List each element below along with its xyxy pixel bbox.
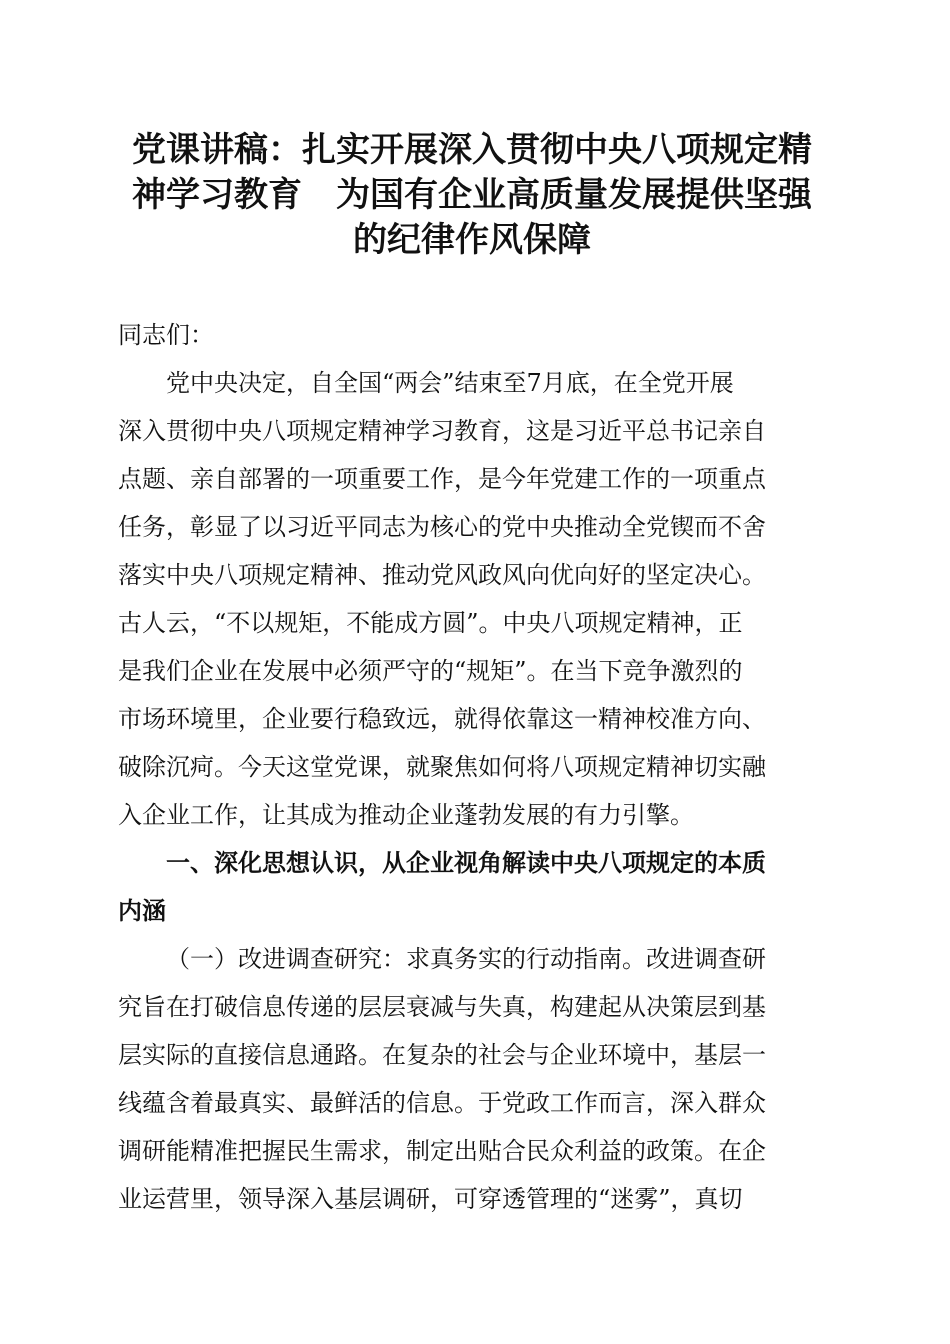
heading-line: 内涵 xyxy=(118,897,166,925)
text-line: 线蕴含着最真实、最鲜活的信息。于党政工作而言，深入群众 xyxy=(118,1089,766,1117)
text-line: 古人云，“不以规矩，不能成方圆”。中央八项规定精神，正 xyxy=(118,609,743,637)
title-line: 党课讲稿：扎实开展深入贯彻中央八项规定精 xyxy=(132,130,812,170)
text-line: 党中央决定，自全国“两会”结束至7月底，在全党开展 xyxy=(166,369,734,397)
salutation: 同志们： xyxy=(118,321,214,349)
text-line: 任务，彰显了以习近平同志为核心的党中央推动全党锲而不舍 xyxy=(118,513,766,541)
text-line: 是我们企业在发展中必须严守的“规矩”。在当下竞争激烈的 xyxy=(118,657,743,685)
section-heading-1 xyxy=(118,839,826,935)
title-line: 的纪律作风保障 xyxy=(353,220,591,260)
subsection-paragraph-1 xyxy=(118,935,826,1223)
title-line: 神学习教育 为国有企业高质量发展提供坚强 xyxy=(132,175,812,215)
document-page xyxy=(118,128,826,1223)
heading-line: 一、深化思想认识，从企业视角解读中央八项规定的本质 xyxy=(166,849,766,877)
text-line: 层实际的直接信息通路。在复杂的社会与企业环境中，基层一 xyxy=(118,1041,766,1069)
text-line: （一）改进调查研究：求真务实的行动指南。改进调查研 xyxy=(166,945,766,973)
text-line: 破除沉疴。今天这堂党课，就聚焦如何将八项规定精神切实融 xyxy=(118,753,766,781)
text-line: 究旨在打破信息传递的层层衰减与失真，构建起从决策层到基 xyxy=(118,993,766,1021)
text-line: 深入贯彻中央八项规定精神学习教育，这是习近平总书记亲自 xyxy=(118,417,766,445)
text-line: 市场环境里，企业要行稳致远，就得依靠这一精神校准方向、 xyxy=(118,705,766,733)
text-line: 落实中央八项规定精神、推动党风政风向优向好的坚定决心。 xyxy=(118,561,766,589)
intro-paragraph xyxy=(118,359,826,839)
document-title xyxy=(118,128,826,263)
text-line: 点题、亲自部署的一项重要工作，是今年党建工作的一项重点 xyxy=(118,465,766,493)
text-line: 调研能精准把握民生需求，制定出贴合民众利益的政策。在企 xyxy=(118,1137,766,1165)
text-line: 业运营里，领导深入基层调研，可穿透管理的“迷雾”，真切 xyxy=(118,1185,743,1213)
text-line: 入企业工作，让其成为推动企业蓬勃发展的有力引擎。 xyxy=(118,801,694,829)
